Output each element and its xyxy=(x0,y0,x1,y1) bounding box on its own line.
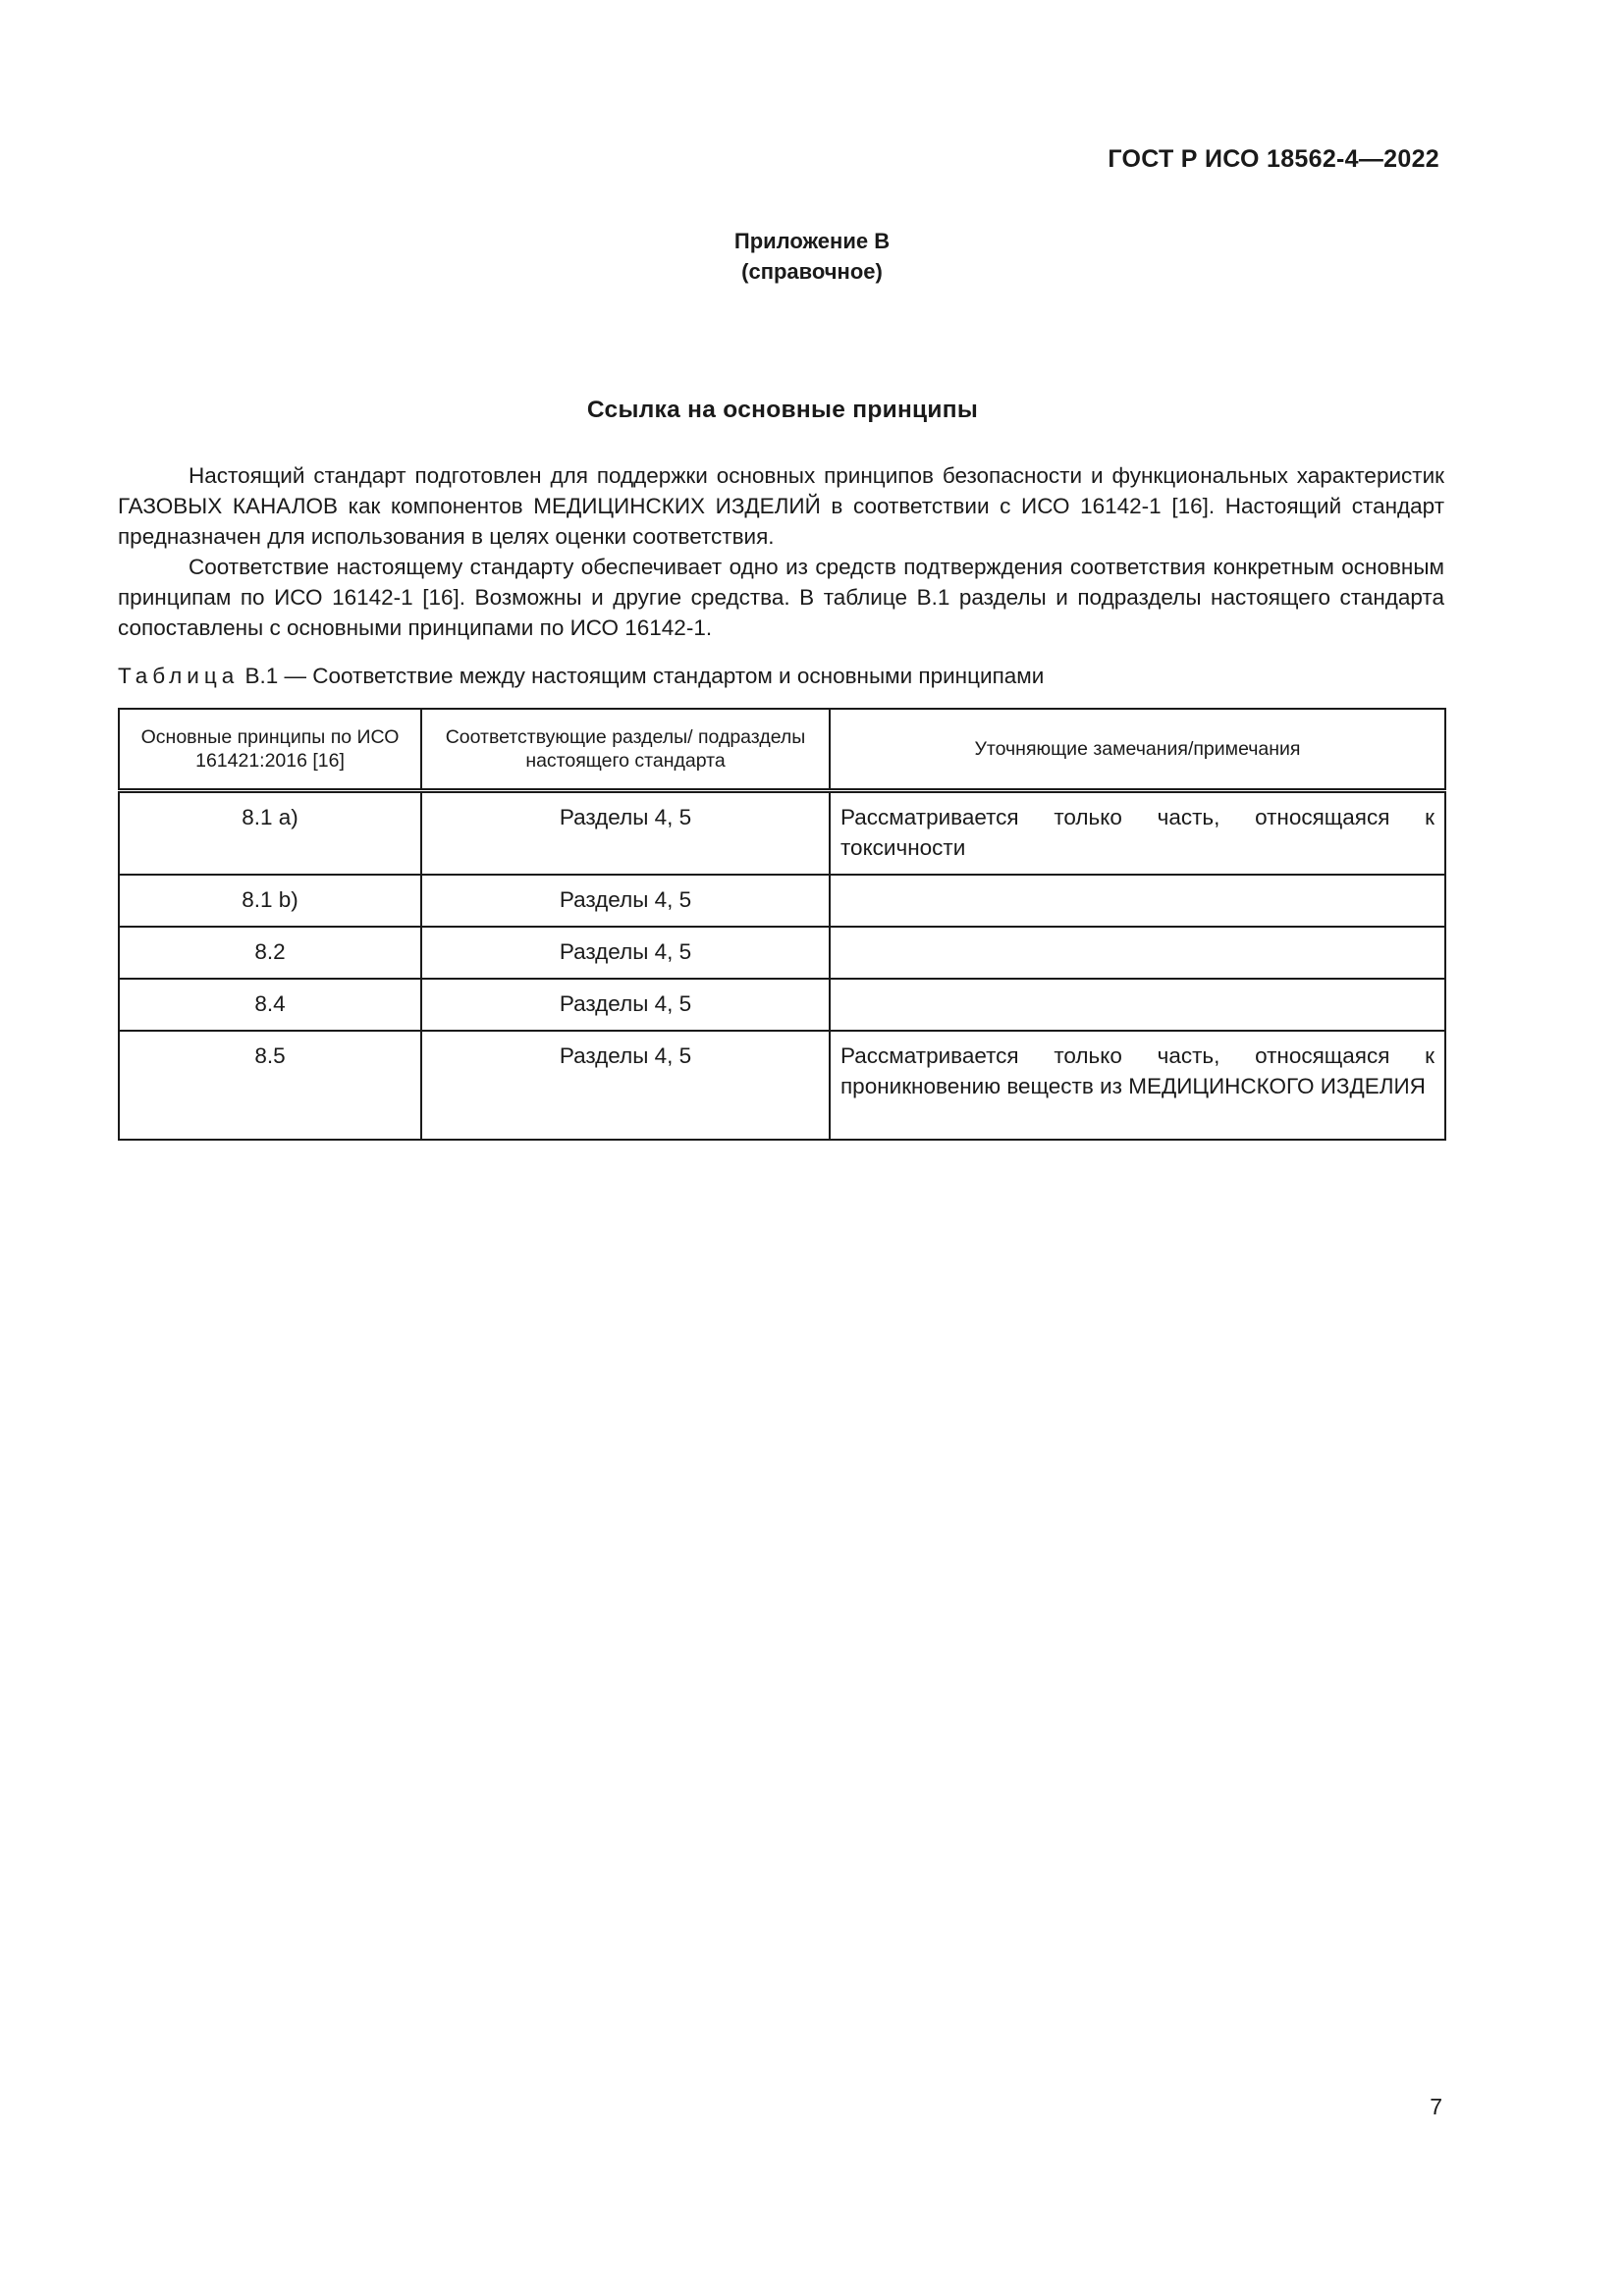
paragraph-2: Соответствие настоящему стандарту обеспечивает одно из средств подтверждения соответствия конкретным основным принципам по ИСО 16142-1 [16]. Возможны и другие средства. В таблице В.1 разделы и подразделы настоящего стандарта сопоставлены с основными принципами по ИСО 16142-1. xyxy=(118,555,1444,640)
cell-sections: Разделы 4, 5 xyxy=(421,979,830,1031)
cell-remark xyxy=(830,875,1445,927)
document-code: ГОСТ Р ИСО 18562-4—2022 xyxy=(1108,145,1439,173)
annex-title: Приложение В xyxy=(733,229,891,253)
cell-remark xyxy=(830,979,1445,1031)
page-number: 7 xyxy=(1430,2094,1442,2119)
cell-principle: 8.1 b) xyxy=(119,875,421,927)
table-row xyxy=(119,1031,1445,1140)
table-row xyxy=(119,791,1445,876)
section-title: Ссылка на основные принципы xyxy=(586,397,979,423)
header-sections: Соответствующие разделы/ подразделы настоящего стандарта xyxy=(421,709,830,791)
table-caption-text: В.1 — Соответствие между настоящим стандартом и основными принципами xyxy=(244,664,1045,688)
cell-remark xyxy=(830,927,1445,979)
table-caption-label: Таблица xyxy=(118,664,240,688)
cell-sections: Разделы 4, 5 xyxy=(421,875,830,927)
annex-status: (справочное) xyxy=(741,259,883,284)
paragraph-1: Настоящий стандарт подготовлен для поддержки основных принципов безопасности и функциональных характеристик ГАЗОВЫХ КАНАЛОВ как компонентов МЕДИЦИНСКИХ ИЗДЕЛИЙ в соответствии с ИСО 16142-1 [16]. Настоящий стандарт предназначен для использования в целях оценки соответствия. xyxy=(118,463,1444,549)
cell-principle: 8.2 xyxy=(119,927,421,979)
header-principles: Основные принципы по ИСО 161421:2016 [16] xyxy=(119,709,421,791)
table-row xyxy=(119,979,1445,1031)
cell-sections: Разделы 4, 5 xyxy=(421,1031,830,1140)
body-text xyxy=(118,460,1444,643)
cell-remark: Рассматривается только часть, относящаяся к токсичности xyxy=(830,791,1445,876)
cell-principle: 8.5 xyxy=(119,1031,421,1140)
header-remarks: Уточняющие замечания/примечания xyxy=(830,709,1445,791)
annex-heading xyxy=(0,226,1624,287)
table-caption xyxy=(118,664,1044,689)
table-header-row xyxy=(119,709,1445,791)
cell-principle: 8.1 а) xyxy=(119,791,421,876)
table-row xyxy=(119,875,1445,927)
principles-table xyxy=(118,708,1446,1141)
cell-principle: 8.4 xyxy=(119,979,421,1031)
cell-sections: Разделы 4, 5 xyxy=(421,791,830,876)
cell-sections: Разделы 4, 5 xyxy=(421,927,830,979)
cell-remark: Рассматривается только часть, относящаяся к проникновению веществ из МЕДИЦИНСКОГО ИЗДЕЛИЯ xyxy=(830,1031,1445,1140)
table-row xyxy=(119,927,1445,979)
